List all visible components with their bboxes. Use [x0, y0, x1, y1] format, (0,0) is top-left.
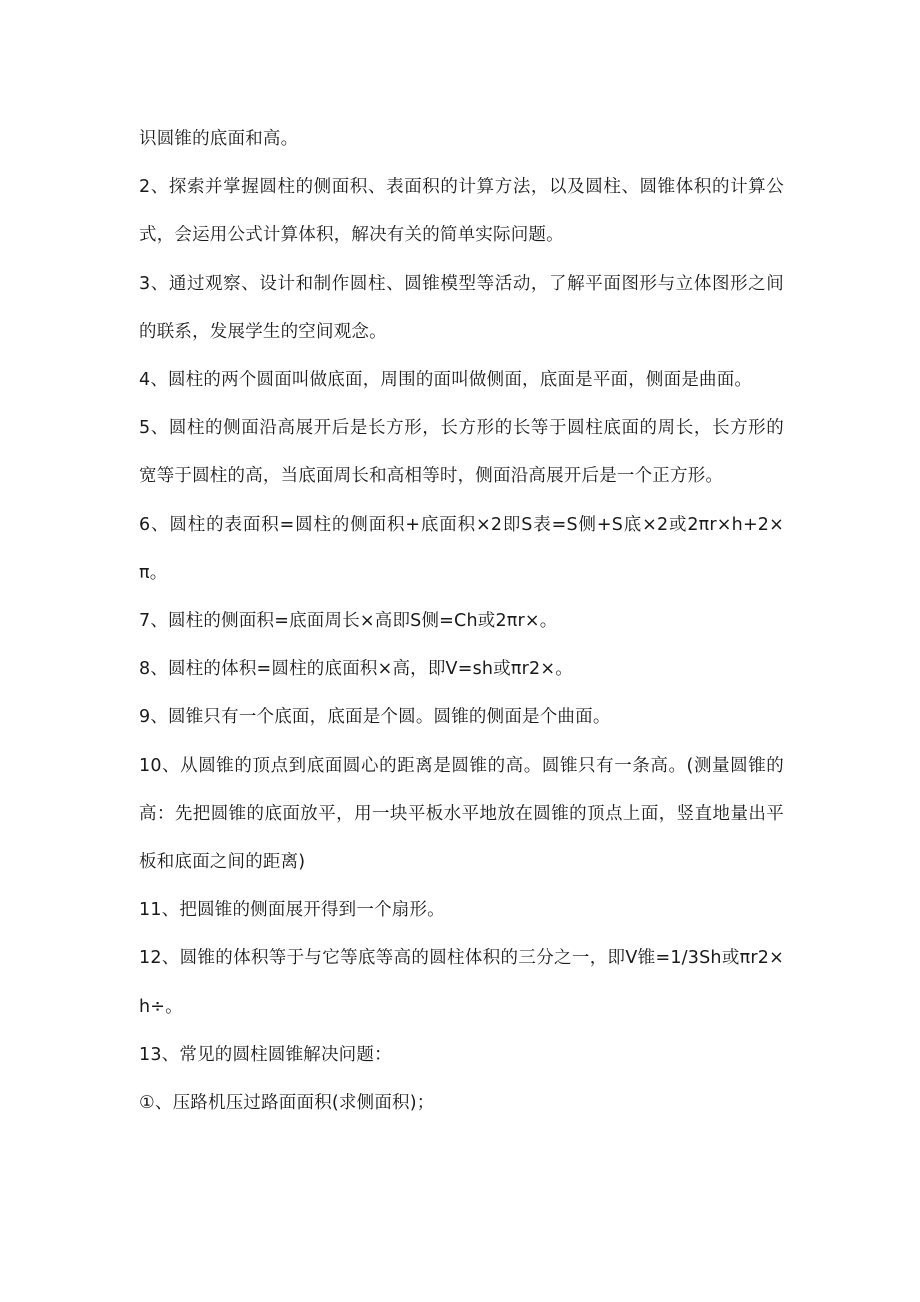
paragraph-12: 12、圆锥的体积等于与它等底等高的圆柱体积的三分之一，即V锥=1/3Sh或πr2×h÷。 [139, 948, 784, 1017]
paragraph-11: 11、把圆锥的侧面展开得到一个扇形。 [139, 900, 445, 921]
paragraph-13-item-1: ①、压路机压过路面面积(求侧面积)； [139, 1093, 435, 1114]
paragraph-7: 7、圆柱的侧面积=底面周长×高即S侧=Ch或2πr×。 [139, 611, 558, 632]
paragraph-2: 2、探索并掌握圆柱的侧面积、表面积的计算方法，以及圆柱、圆锥体积的计算公式，会运用公式计算体积，解决有关的简单实际问题。 [139, 177, 784, 246]
paragraph-0: 识圆锥的底面和高。 [139, 129, 299, 149]
paragraph-8: 8、圆柱的体积=圆柱的底面积×高，即V=sh或πr2×。 [139, 659, 573, 680]
paragraph-10: 10、从圆锥的顶点到底面圆心的距离是圆锥的高。圆锥只有一条高。(测量圆锥的高：先把圆锥的底面放平，用一块平板水平地放在圆锥的顶点上面，竖直地量出平板和底面之间的距离) [139, 755, 784, 873]
paragraph-3: 3、通过观察、设计和制作圆柱、圆锥模型等活动，了解平面图形与立体图形之间的联系，发展学生的空间观念。 [139, 273, 784, 342]
document-body [139, 115, 784, 1127]
paragraph-4: 4、圆柱的两个圆面叫做底面，周围的面叫做侧面，底面是平面，侧面是曲面。 [139, 370, 753, 391]
paragraph-5: 5、圆柱的侧面沿高展开后是长方形，长方形的长等于圆柱底面的周长，长方形的宽等于圆柱的高，当底面周长和高相等时，侧面沿高展开后是一个正方形。 [139, 418, 784, 487]
paragraph-9: 9、圆锥只有一个底面，底面是个圆。圆锥的侧面是个曲面。 [139, 707, 611, 728]
paragraph-6: 6、圆柱的表面积=圆柱的侧面积+底面积×2即S表=S侧+S底×2或2πr×h+2×π。 [139, 514, 784, 583]
paragraph-13: 13、常见的圆柱圆锥解决问题： [139, 1044, 392, 1065]
